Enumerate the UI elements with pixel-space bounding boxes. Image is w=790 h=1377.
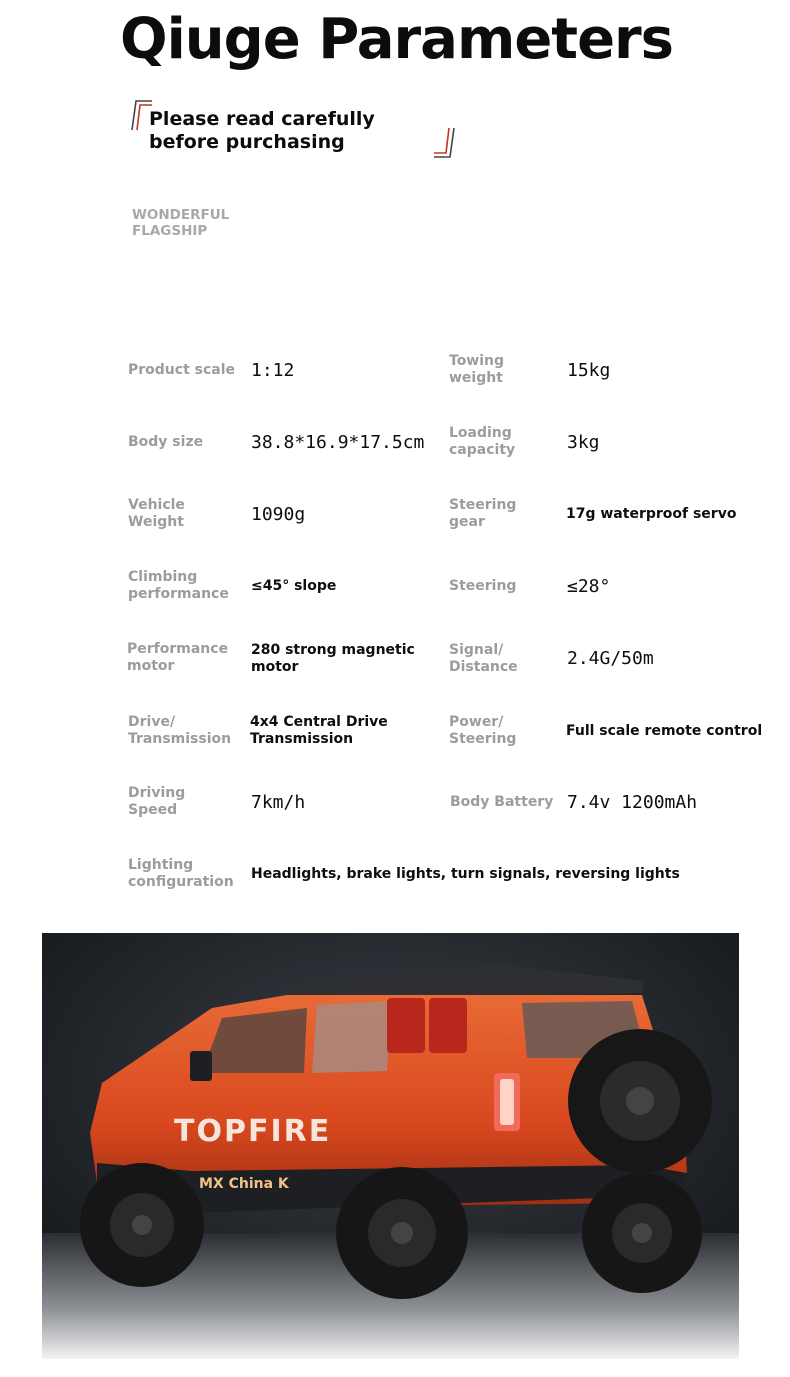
spec-label-loading-capacity: Loading capacity [449, 425, 516, 458]
spec-label-vehicle-weight: Vehicle Weight [128, 497, 185, 530]
spec-label-product-scale: Product scale [128, 361, 236, 378]
watermark: MX China K [199, 1176, 289, 1192]
spec-label-body-battery: Body Battery [450, 793, 554, 810]
spec-label-driving-speed: Driving Speed [128, 785, 186, 818]
close-bracket-icon [432, 126, 458, 160]
spec-value-drive-transmission: 4x4 Central Drive Transmission [250, 714, 388, 747]
product-photo [42, 933, 739, 1359]
spec-value-steering-gear: 17g waterproof servo [566, 505, 737, 522]
spec-value-loading-capacity: 3kg [567, 432, 600, 453]
spec-value-vehicle-weight: 1090g [251, 504, 306, 525]
spec-value-lighting-configuration: Headlights, brake lights, turn signals, reversing lights [251, 865, 680, 882]
spec-label-body-size: Body size [128, 433, 204, 450]
spec-label-steering-gear: Steering gear [449, 497, 517, 530]
spec-value-body-size: 38.8*16.9*17.5cm [251, 432, 425, 453]
tagline-line-1: WONDERFUL [132, 207, 230, 223]
spec-value-signal-distance: 2.4G/50m [567, 648, 654, 669]
spec-value-power-steering: Full scale remote control [566, 722, 763, 739]
spec-value-driving-speed: 7km/h [251, 792, 306, 813]
spec-label-climbing-performance: Climbing performance [128, 569, 229, 602]
spec-value-steering: ≤28° [567, 576, 611, 597]
spec-value-body-battery: 7.4v 1200mAh [567, 792, 698, 813]
spec-value-product-scale: 1:12 [251, 360, 295, 381]
tagline-line-2: FLAGSHIP [132, 223, 208, 239]
spec-label-signal-distance: Signal/ Distance [449, 642, 518, 675]
spec-value-towing-weight: 15kg [567, 360, 611, 381]
spec-label-performance-motor: Performance motor [127, 641, 229, 674]
spec-label-steering: Steering [449, 577, 517, 594]
spec-label-drive-transmission: Drive/ Transmission [128, 714, 232, 747]
spec-label-lighting-configuration: Lighting configuration [128, 857, 234, 890]
notice-text: Please read carefully before purchasing [149, 108, 375, 153]
spec-label-power-steering: Power/ Steering [449, 714, 517, 747]
spec-value-climbing-performance: ≤45° slope [251, 577, 337, 594]
brand-decal: TOPFIRE [174, 1114, 332, 1149]
page-title: Qiuge Parameters [120, 7, 673, 72]
tagline [132, 207, 272, 239]
spec-value-performance-motor: 280 strong magnetic motor [251, 642, 415, 675]
spec-label-towing-weight: Towing weight [449, 353, 505, 386]
